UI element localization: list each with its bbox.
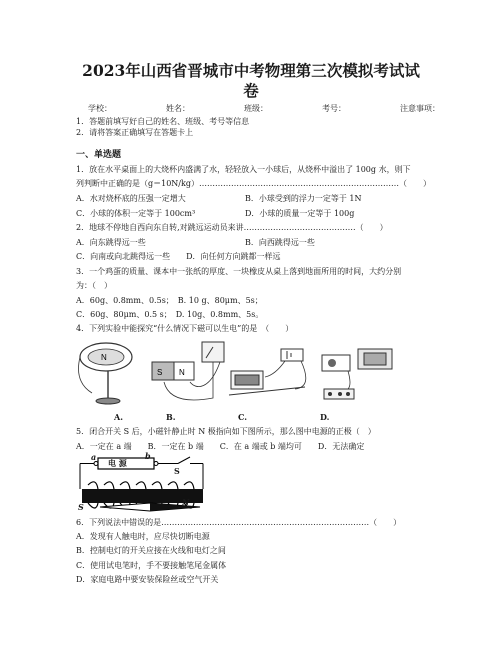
note-1: 1．答题前填写好自己的姓名、班级、考号等信息 — [76, 117, 250, 126]
q6-option-c: C．使用试电笔时，手不要接触笔尾金属体 — [76, 561, 227, 570]
q6-option-d: D．家庭电路中要安装保险丝或空气开关 — [76, 575, 219, 584]
note-2: 2．请将答案正确填写在答题卡上 — [76, 128, 194, 137]
q2-option-b: B．向西跳得远一些 — [245, 238, 315, 247]
section-title: 一、单选题 — [76, 150, 122, 160]
q1-stem-line1: 1．放在水平桌面上的大烧杯内盛满了水，轻轻放入一小球后，从烧杯中溢出了 100g 水，则下 — [76, 165, 411, 174]
q5-compass-needle — [90, 497, 210, 517]
q5-needle-s-pole: S — [78, 502, 84, 512]
q5-power-source-label: 电 源 — [108, 458, 127, 468]
q1-stem-line2: 列判断中正确的是（g＝10N/kg）…………………………………………………………………（ ） — [76, 179, 431, 188]
exam-title-continued: 卷 — [243, 81, 259, 100]
q4-figure-d — [318, 345, 400, 411]
q4-label-c: C. — [238, 412, 248, 422]
q4-figure-b — [150, 338, 232, 411]
q6-stem: 6．下列说法中错误的是……………………………………………………………………（ ） — [76, 518, 402, 527]
q1-option-a: A．水对烧杯底的压强一定增大 — [76, 194, 186, 203]
field-school: 学校： — [88, 104, 112, 113]
q3-stem-line2: 为：（ ） — [76, 281, 112, 290]
q2-options-cd: C．向南或向北跳得远一些 D．向任何方向跳都一样远 — [76, 252, 281, 261]
q6-option-a: A．发现有人触电时，应尽快切断电源 — [76, 532, 210, 541]
q5-terminal-b: b — [145, 451, 151, 461]
exam-title: 2023年山西省晋城市中考物理第三次模拟考试试 — [82, 61, 420, 80]
q5-switch-label: S — [174, 466, 180, 476]
q2-option-a: A．向东跳得远一些 — [76, 238, 146, 247]
svg-text:S: S — [157, 368, 163, 377]
q6-option-b: B．控制电灯的开关应接在火线和电灯之间 — [76, 546, 226, 555]
q5-terminal-a: a — [91, 452, 97, 462]
q3-stem-line1: 3．一个鸡蛋的质量、课本中一张纸的厚度、一块橡皮从桌上落到地面所用的时间，大约分别 — [76, 267, 402, 276]
q1-option-d: D．小球的质量一定等于 100g — [245, 209, 355, 218]
field-name: 姓名： — [166, 104, 190, 113]
q5-needle-n-pole: N — [182, 497, 190, 507]
q4-label-d: D. — [320, 412, 330, 422]
q1-option-c: C．小球的体积一定等于 100cm³ — [76, 209, 196, 218]
q3-options-ab: A．60g、0.8mm、0.5s； B. 10 g、80μm、5s； — [76, 296, 263, 305]
svg-text:N: N — [101, 353, 107, 362]
q3-options-cd: C．60g、80μm、0.5 s； D. 10g、0.8mm、5s。 — [76, 310, 264, 319]
header-fields — [88, 103, 440, 114]
q2-stem: 2．地球不停地自西向东自转,对跳远运动员来讲……………………………………（ ） — [76, 223, 388, 232]
q4-label-a: A. — [114, 412, 123, 422]
field-class: 班级： — [244, 104, 268, 113]
q1-option-b: B．小球受到的浮力一定等于 1N — [245, 194, 362, 203]
q4-label-b: B. — [166, 412, 176, 422]
svg-text:N: N — [179, 368, 185, 377]
field-exam-number: 考号： — [322, 104, 346, 113]
field-notes: 注意事项： — [400, 104, 440, 113]
q5-stem: 5．闭合开关 S 后，小磁针静止时 N 极指向如下图所示，那么图中电源的正极（ ） — [76, 427, 376, 436]
q4-figure-a — [78, 337, 140, 412]
q4-stem: 4．下列实验中能探究“什么情况下磁可以生电”的是 （ ） — [76, 324, 294, 333]
q4-figure-c — [225, 347, 313, 407]
q5-options: A．一定在 a 端 B．一定在 b 端 C．在 a 端或 b 端均可 D．无法确定 — [76, 442, 365, 451]
